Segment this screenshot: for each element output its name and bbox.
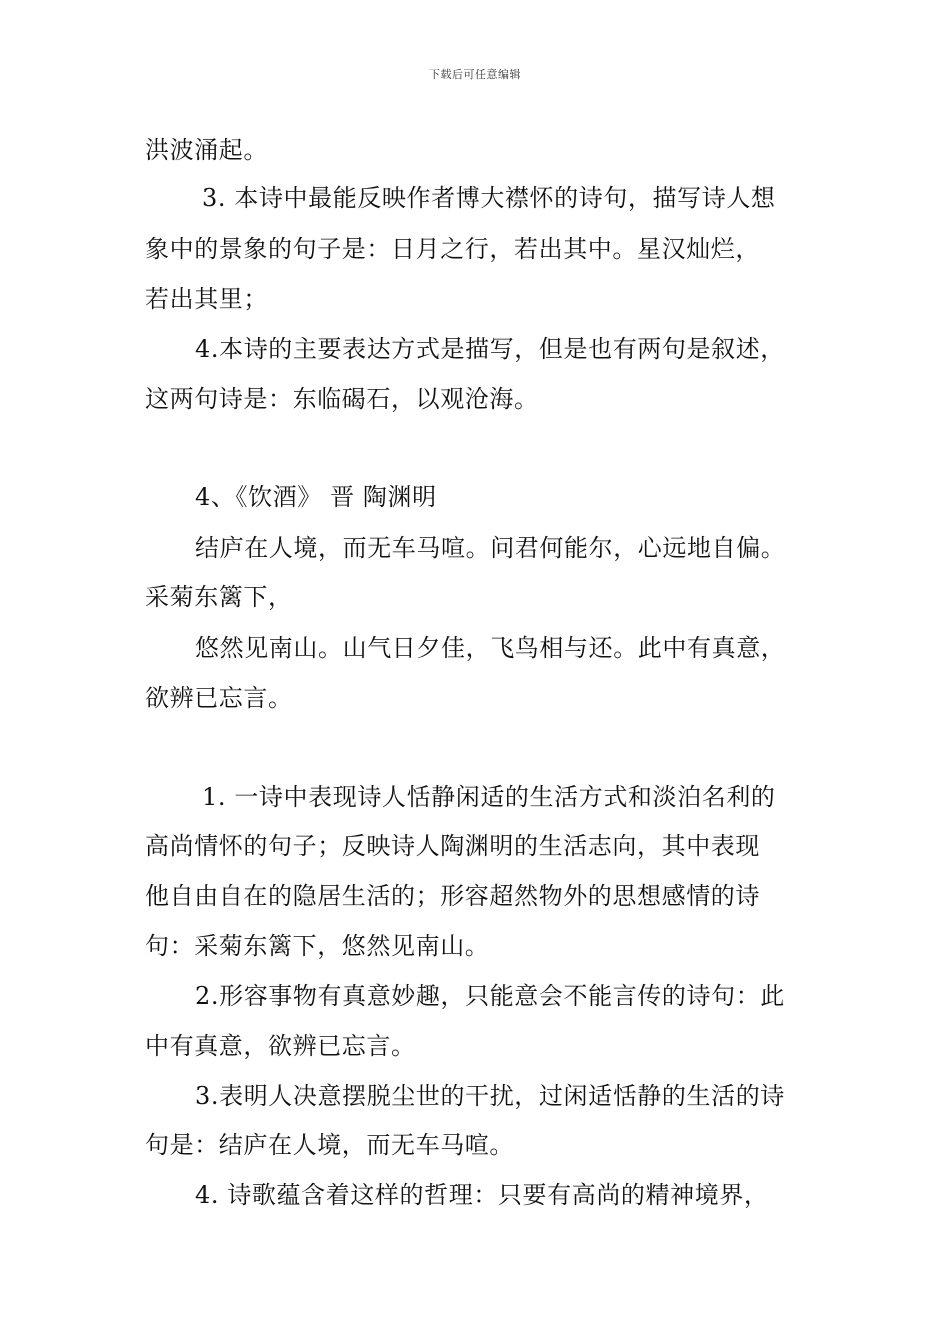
question-2-line-2: 中有真意，欲辨已忘言。 [145, 1032, 416, 1060]
answer-3-line-1: 3. 本诗中最能反映作者博大襟怀的诗句，描写诗人想 [202, 184, 776, 212]
question-1-line-4: 句：采菊东篱下，悠然见南山。 [145, 932, 490, 960]
poem-line-3: 悠然见南山。山气日夕佳，飞鸟相与还。此中有真意， [195, 634, 786, 662]
poem-title: 4、《饮酒》 晋 陶渊明 [195, 483, 437, 511]
poem-line-4: 欲辨已忘言。 [145, 684, 293, 712]
answer-4-line-2: 这两句诗是：东临碣石，以观沧海。 [145, 385, 539, 413]
text-line: 洪波涌起。 [145, 136, 268, 164]
answer-3-line-3: 若出其里； [145, 285, 268, 313]
question-3-line-2: 句是：结庐在人境，而无车马喧。 [145, 1131, 514, 1159]
question-1-line-1: 1. 一诗中表现诗人恬静闲适的生活方式和淡泊名利的 [202, 783, 776, 811]
question-2-line-1: 2.形容事物有真意妙趣，只能意会不能言传的诗句：此 [195, 982, 785, 1010]
header-note: 下载后可任意编辑 [429, 68, 521, 81]
answer-4-line-1: 4.本诗的主要表达方式是描写，但是也有两句是叙述， [195, 335, 785, 363]
question-4-line-1: 4. 诗歌蕴含着这样的哲理：只要有高尚的精神境界， [195, 1181, 769, 1209]
question-1-line-3: 他自由自在的隐居生活的；形容超然物外的思想感情的诗 [145, 882, 760, 910]
poem-line-2: 采菊东篱下， [145, 583, 293, 611]
question-3-line-1: 3.表明人决意摆脱尘世的干扰，过闲适恬静的生活的诗 [195, 1082, 785, 1110]
answer-3-line-2: 象中的景象的句子是：日月之行，若出其中。星汉灿烂， [145, 235, 760, 263]
poem-line-1: 结庐在人境，而无车马喧。问君何能尔，心远地自偏。 [195, 534, 786, 562]
question-1-line-2: 高尚情怀的句子；反映诗人陶渊明的生活志向，其中表现 [145, 832, 760, 860]
